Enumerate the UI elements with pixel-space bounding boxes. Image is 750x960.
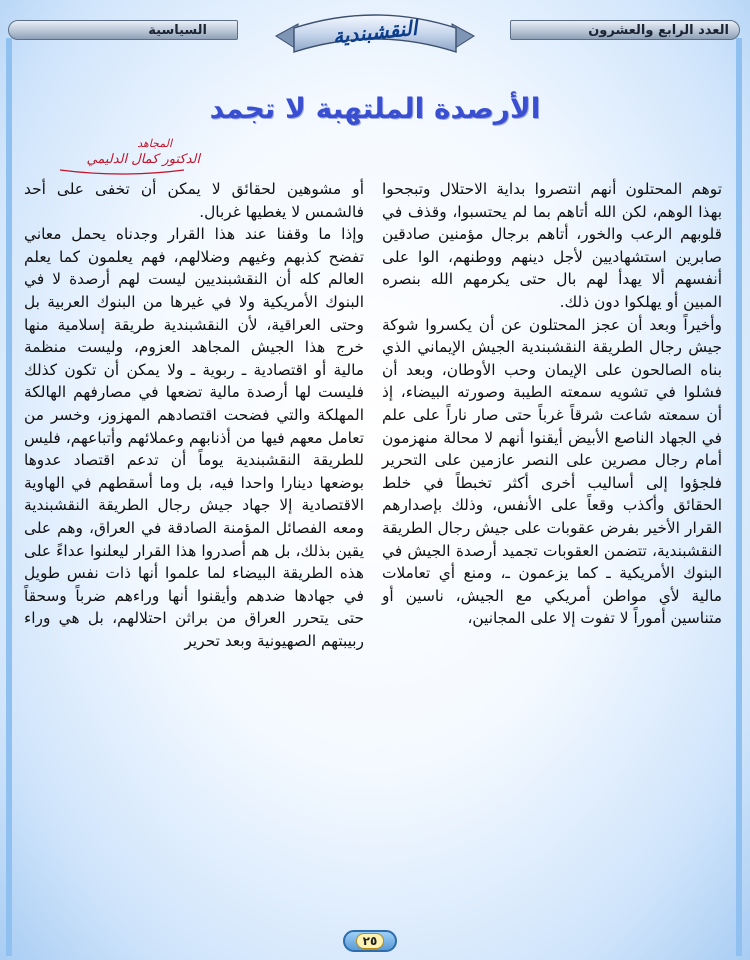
article-column-left: [24, 178, 364, 652]
paragraph: وإذا ما وقفنا عند هذا القرار وجدناه يحمل معاني تفضح كذبهم وغيهم وضلالهم، فهم يعلمون كما يعلم العالم كله أن النقشبنديين ليست لهم أرصدة لا في البنوك الأمريكية ولا في غيرها من البنوك العربية بل وحتى العراقية، لأن النقشبندية طريقة إسلامية منها خرج هذا الجيش المجاهد العزوم، وليست منظمة مالية أو اقتصادية ـ ربوية ـ ولا يمكن أن تكون كذلك فليست لها أرصدة مالية تضعها في مصارفهم الهالكة المهلكة والتي فضحت اقتصادهم المهزوز، وخسر من تعامل معهم فيها من أذنابهم وعملائهم وأتباعهم، فليس للطريقة النقشبندية يوماً أن تدعم اقتصاد عدوها بوضعها دينارا واحدا فيه، بل وما أسقطهم في الهاوية الاقتصادية إلا جهاد جيش رجال الطريقة النقشبندية ومعه الفصائل المؤمنة الصادقة في العراق، وهم على يقين بذلك، بل هم أصدروا هذا القرار ليعلنوا عداءً على هذه الطريقة البيضاء لما علموا أنها ذات نفس طويل في جهادها ضدهم وأيقنوا أنها وراءهم ضرباً وسحقاً حتى يتحرر العراق من براثن احتلالهم، بل هي وراء ربيبتهم الصهيونية وبعد تحرير: [24, 225, 364, 650]
page-number: ٢٥: [356, 933, 385, 949]
paragraph: وأخيراً وبعد أن عجز المحتلون عن أن يكسروا شوكة جيش رجال الطريقة النقشبندية الجيش الإيماني الذي بناه الصالحون على الإيمان وحب الأوطان، وبعد أن فشلوا في تشويه سمعته الطيبة وصورته البيضاء، إذ أن سمعته شاعت شرقاً غرباً حتى صار ناراً على علم في الجهاد الناصع الأبيض أيقنوا أنهم لا محالة منهزمون أمام رجال مصرين على النصر عازمين على التحرير فلجؤوا إلى أساليب أخرى أكثر تخبطاً في خلط الحقائق وأكذب وقعاً على الأنفس، وذلك بإصدارهم القرار الأخير بفرض عقوبات على جيش رجال الطريقة النقشبندية، تتضمن العقوبات تجميد أرصدة الجيش في البنوك الأمريكية ـ كما يزعمون ـ، ومنع أي تعاملات مالية لأي مواطن أمريكي مع الجيش، ناسين أو متناسين أموراً لا تفوت إلا على المجانين،: [382, 315, 722, 628]
paragraph: توهم المحتلون أنهم انتصروا بداية الاحتلال وتبجحوا بهذا الوهم، لكن الله أتاهم بما لم يحتسبوا، وقذف في قلوبهم الرعب والخور، أتاهم برجال مؤمنين صادقين صابرين استشهاديين لأجل دينهم ووطنهم، الوا على أنفسهم ألا يهدأ لهم بال حتى يكرمهم الله بنصره المبين أو يهلكوا دون ذلك.: [382, 180, 722, 311]
article-column-right: [382, 178, 722, 630]
author-name: الدكتور كمال الدليمي: [86, 152, 200, 167]
header-issue-bar: [510, 20, 740, 40]
paragraph: أو مشوهين لحقائق لا يمكن أن تخفى على أحد فالشمس لا يغطيها غربال.: [24, 180, 364, 221]
author-role: المجاهد: [137, 137, 172, 150]
header-section-bar: [8, 20, 238, 40]
banner-title: النقشبندية: [331, 15, 419, 49]
section-name: السياسية: [148, 22, 207, 38]
article-title: الأرصدة الملتهبة لا تجمد: [209, 92, 541, 125]
author-underline: [58, 168, 186, 176]
page-number-badge: [343, 930, 397, 952]
issue-label: العدد الرابع والعشرون: [588, 22, 729, 38]
author-block: [50, 136, 200, 168]
